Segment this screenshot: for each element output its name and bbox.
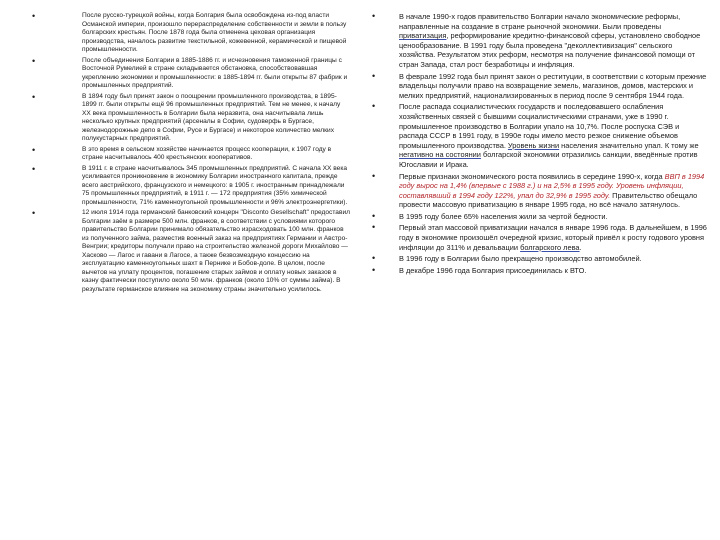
privatization-link[interactable]: приватизация: [399, 31, 447, 41]
list-item: [32, 12, 350, 55]
paragraph-text: После объединения Болгарии в 1885-1886 гг. и исчезновения таможенной границы с Восточной Румелией в стране складывается обстановка, способствовавшая укреплению экономики и промышленности: в 1885-1894 гг. были открыты 87 фабрик и промышленных предприятий.: [82, 56, 348, 89]
paragraph-text: , реформирование кредитно-финансовой сферы, установлено свободное ценообразование. В 1991 году была проведена "деколлективизация" сельского хозяйства. Результатом этих реформ, несмотря на получение финансовой помощи от стран Запада, стал рост безработицы и инфляция.: [399, 31, 701, 69]
paragraph-text: .: [579, 242, 582, 252]
left-bullet-list: [32, 12, 350, 294]
list-item: [372, 102, 708, 169]
paragraph-text: 12 июля 1914 года германский банковский концерн "Disconto Gesellschaft" предоставил Болгарии заём в размере 500 млн. франков, в соответствии с условиями которого правительство Болгарии принимало обязательство израсходовать 100 млн. франков из полученного займа, разместив военный заказ на предприятиях Германии и Австро-Венгрии; кредиторы получали право на строительство железной дороги Михайлово — Хасково — Лагос и гавани в Лагосе, а также безвозмездную концессию на эксплуатацию каменноугольных шахт в Пернике и Бобов-доле. В целом, после вычетов на уплату процентов, погашение старых займов и оплату новых заказов в казну фактически поступило около 50 млн. франков (около 10% от суммы займа). В результате германское влияние на экономику страны значительно усилилось.: [82, 209, 350, 293]
bullet-icon: •: [32, 208, 36, 218]
paragraph-text: В начале 1990-х годов правительство Болгарии начало экономические реформы, направленные на создание в стране рыночной экономики. Были проведены: [399, 12, 681, 31]
list-item: [372, 266, 708, 276]
paragraph-text: болгарской экономики отразились санкции, введённые против Югославии и Ирака.: [399, 150, 698, 169]
paragraph-text: Первый этап массовой приватизации начался в январе 1996 года. В дальнейшем, в 1996 году в экономике произошёл очередной кризис, который привёл к росту годового уровня инфляции до 311% и девальвации: [399, 223, 707, 252]
right-bullet-list: [372, 12, 708, 275]
negative-impact-link[interactable]: негативно на состоянии: [399, 150, 481, 160]
left-column: [32, 12, 350, 296]
paragraph-text: Правительство обещало провести массовую приватизацию в январе 1995 года, но всё начало затянулось.: [399, 190, 698, 210]
bullet-icon: •: [32, 55, 36, 66]
list-item: [372, 72, 708, 101]
list-item: [32, 165, 350, 208]
bullet-icon: •: [372, 101, 376, 112]
bullet-icon: •: [372, 210, 376, 221]
paragraph-text: В декабре 1996 года Болгария присоединилась к ВТО.: [399, 265, 587, 275]
bullet-icon: •: [32, 144, 36, 155]
highlighted-stats-text: ВВП в 1994 году вырос на 1,4% (впервые с 1988 г.) и на 2,5% в 1995 году. Уровень инфляции, составлявший в 1994 году 122%, упал до 32,9% в 1995 году.: [399, 171, 705, 200]
right-column: [372, 12, 708, 277]
paragraph-text: В это время в сельском хозяйстве начинается процесс кооперации, к 1907 году в стране насчитывалось 400 крестьянских кооперативов.: [82, 145, 332, 161]
bulgarian-lev-link[interactable]: болгарского лева: [520, 242, 580, 252]
list-item: [372, 254, 708, 264]
list-item: [32, 146, 350, 163]
list-item: [372, 212, 708, 222]
paragraph-text: В 1911 г. в стране насчитывалось 345 промышленных предприятий. С начала XX века усиливается проникновение в экономику Болгарии иностранного капитала, прежде всего австрийского, французского и немецкого: в 1905 г. иностранным принадлежали 75 промышленных предприятий, в 1911 г. — 172 предприятия (35% химической промышленности, 71% каменноугольной промышленности и 96% электроэнергетики).: [82, 164, 348, 206]
paragraph-text: населения значительно упал. К тому же: [559, 140, 699, 150]
bullet-icon: •: [372, 253, 376, 264]
bullet-icon: •: [372, 170, 376, 181]
bullet-icon: •: [32, 11, 36, 21]
paragraph-text: После распада социалистических государств и последовавшего ослабления хозяйственных связей с бывшими социалистическими странами, уже в 1990 г. промышленное производство в Болгарии упало на 10,7%. После роспуска СЭВ и распада СССР в 1991 году, в 1990е годы имело место резкое снижение объемов промышленного производства.: [399, 102, 680, 150]
list-item: [32, 93, 350, 144]
paragraph-text: В феврале 1992 года был принят закон о реституции, в соответствии с которым прежние владельцы получили право на возвращение земель, магазинов, домов, мастерских и мелких предприятий, национализированных в период после 9 сентября 1944 года.: [399, 71, 707, 100]
bullet-icon: •: [32, 91, 36, 102]
list-item: [372, 12, 708, 70]
bullet-icon: •: [372, 222, 376, 233]
bullet-icon: •: [372, 70, 376, 81]
paragraph-text: После русско-турецкой войны, когда Болгария была освобождена из-под власти Османской империи, произошло перераспределение собственности и земли в пользу болгарских крестьян. После 1878 года была отменена цеховая организация производства, началось развитие текстильной, кожевенной, керамической и пищевой промышленности.: [82, 12, 347, 53]
list-item: [372, 223, 708, 252]
paragraph-text: В 1894 году был принят закон о поощрении промышленного производства, в 1895-1899 гг. были открыты ещё 96 промышленных предприятий. Тем не менее, к началу XX века промышленность в Болгарии была неразвита, она насчитывала лишь несколько крупных предприятий (арсеналы в Софии, судоверфь в Бургасе, железнодорожные депо в Софии, Русе и Бургасе) и некоторое количество мелких полукустарных предприятий.: [82, 92, 341, 142]
paragraph-text: Первые признаки экономического роста появились в середине 1990-х, когда: [399, 171, 665, 181]
bullet-icon: •: [372, 11, 376, 21]
list-item: [32, 209, 350, 294]
paragraph-text: В 1995 году более 65% населения жили за чертой бедности.: [399, 211, 608, 221]
list-item: [372, 172, 708, 210]
bullet-icon: •: [372, 264, 376, 275]
bullet-icon: •: [32, 163, 36, 174]
list-item: [32, 57, 350, 91]
paragraph-text: В 1996 году в Болгарии было прекращено производство автомобилей.: [399, 254, 642, 264]
living-standard-link[interactable]: Уровень жизни: [507, 140, 560, 150]
